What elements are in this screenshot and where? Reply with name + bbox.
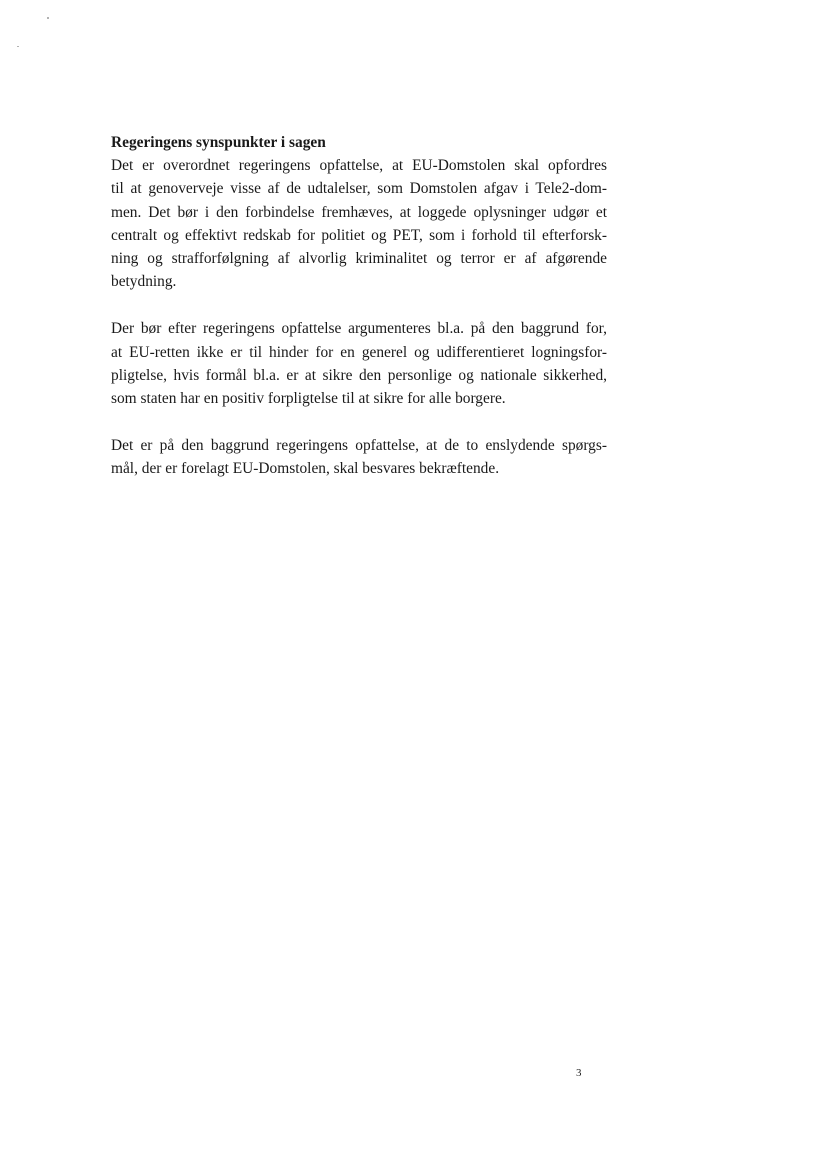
scan-speck <box>17 46 19 47</box>
text-line: men. Det bør i den forbindelse fremhæves, at loggede oplysninger udgør et <box>111 203 607 221</box>
text-line: at EU-retten ikke er til hinder for en generel og udifferentieret logningsfor- <box>111 343 607 361</box>
text-line: Der bør efter regeringens opfattelse argumenteres bl.a. på den baggrund for, <box>111 320 607 338</box>
paragraph-3 <box>111 434 607 480</box>
text-line: centralt og effektivt redskab for politiet og PET, som i forhold til efterforsk- <box>111 226 607 244</box>
scan-speck <box>47 17 49 19</box>
section-heading: Regeringens synspunkter i sagen <box>111 134 326 151</box>
text-line: som staten har en positiv forpligtelse til at sikre for alle borgere. <box>111 390 506 408</box>
text-line: pligtelse, hvis formål bl.a. er at sikre den personlige og nationale sikkerhed, <box>111 366 607 384</box>
paragraph-2 <box>111 317 607 410</box>
paragraph-1 <box>111 154 607 293</box>
text-line: til at genoverveje visse af de udtalelser, som Domstolen afgav i Tele2-dom- <box>111 180 607 198</box>
document-body <box>111 131 607 505</box>
text-line: Det er overordnet regeringens opfattelse, at EU-Domstolen skal opfordres <box>111 157 607 175</box>
text-line: betydning. <box>111 273 177 291</box>
text-line: mål, der er forelagt EU-Domstolen, skal besvares bekræftende. <box>111 460 500 478</box>
text-line: ning og strafforfølgning af alvorlig kriminalitet og terror er af afgørende <box>111 250 607 268</box>
page-number: 3 <box>576 1067 582 1079</box>
text-line: Det er på den baggrund regeringens opfattelse, at de to enslydende spørgs- <box>111 437 607 455</box>
